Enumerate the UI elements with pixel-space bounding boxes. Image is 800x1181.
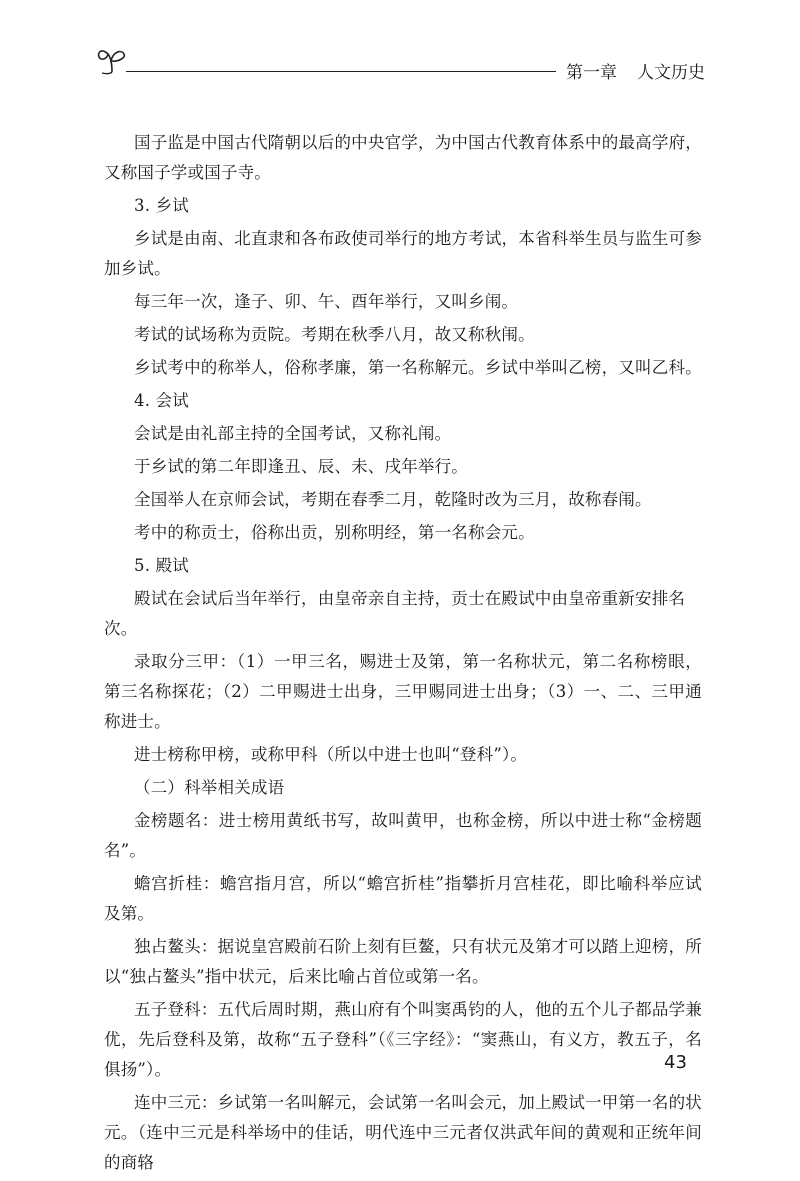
idiom-definition: 进士榜用黄纸书写，故叫黄甲，也称金榜，所以中进士称“金榜题名”。 <box>104 811 702 860</box>
paragraph: 国子监是中国古代隋朝以后的中央官学，为中国古代教育体系中的最高学府，又称国子学或国子寺。 <box>104 133 702 182</box>
chapter-title <box>566 58 705 83</box>
chapter-number: 第一章 <box>566 63 617 83</box>
idiom-entry <box>104 995 702 1085</box>
idiom-entry <box>104 869 702 929</box>
idiom-term: 五子登科： <box>134 1000 218 1019</box>
paragraph: 会试是由礼部主持的全国考试，又称礼闱。 <box>134 424 452 443</box>
page-body <box>104 128 702 1181</box>
idiom-definition: 据说皇宫殿前石阶上刻有巨鳌，只有状元及第才可以踏上迎榜，所以“独占鳌头”指中状元，后来比喻占首位或第一名。 <box>104 937 702 986</box>
paragraph: 乡试考中的称举人，俗称孝廉，第一名称解元。乡试中举叫乙榜，又叫乙科。 <box>134 358 702 377</box>
paragraph: 录取分三甲：（1）一甲三名，赐进士及第，第一名称状元，第二名称榜眼，第三名称探花；（2）二甲赐进士出身，三甲赐同进士出身；（3）一、二、三甲通称进士。 <box>104 652 702 731</box>
header-rule <box>126 71 556 72</box>
paragraph: 乡试是由南、北直隶和各布政使司举行的地方考试，本省科举生员与监生可参加乡试。 <box>104 229 702 278</box>
idiom-term: 蟾宫折桂： <box>134 874 220 893</box>
paragraph: 全国举人在京师会试，考期在春季二月，乾隆时改为三月，故称春闱。 <box>134 490 652 509</box>
idiom-term: 金榜题名： <box>134 811 219 830</box>
idiom-term: 连中三元： <box>134 1093 218 1112</box>
idiom-definition: 五代后周时期，燕山府有个叫窦禹钧的人，他的五个儿子都品学兼优，先后登科及第，故称“五子登科”（《三字经》：“窦燕山，有义方，教五子，名俱扬”）。 <box>104 1000 702 1079</box>
section-heading: 3. 乡试 <box>134 196 189 215</box>
idiom-entry <box>104 932 702 992</box>
section-heading: 5. 殿试 <box>134 556 189 575</box>
paragraph: 进士榜称甲榜，或称甲科（所以中进士也叫“登科”）。 <box>134 745 528 764</box>
idiom-term: 独占鳌头： <box>134 937 218 956</box>
page-number: 43 <box>664 1052 687 1073</box>
section-heading: 4. 会试 <box>134 391 189 410</box>
sprout-icon <box>96 46 130 76</box>
paragraph: 殿试在会试后当年举行，由皇帝亲自主持，贡士在殿试中由皇帝重新安排名次。 <box>104 589 686 638</box>
paragraph: 考中的称贡士，俗称出贡，别称明经，第一名称会元。 <box>134 523 535 542</box>
running-header <box>96 44 708 84</box>
paragraph: 每三年一次，逢子、卯、午、酉年举行，又叫乡闱。 <box>134 292 519 311</box>
idiom-entry <box>104 806 702 866</box>
idiom-definition: 蟾宫指月宫，所以“蟾宫折桂”指攀折月宫桂花，即比喻科举应试及第。 <box>104 874 703 923</box>
paragraph: 考试的试场称为贡院。考期在秋季八月，故又称秋闱。 <box>134 325 535 344</box>
idiom-definition: 乡试第一名叫解元，会试第一名叫会元，加上殿试一甲第一名的状元。（连中三元是科举场中的佳话，明代连中三元者仅洪武年间的黄观和正统年间的商辂 <box>104 1093 702 1172</box>
section-heading: （二）科举相关成语 <box>134 778 285 797</box>
paragraph: 于乡试的第二年即逢丑、辰、未、戌年举行。 <box>134 457 468 476</box>
idiom-entry <box>104 1088 702 1178</box>
chapter-name: 人文历史 <box>637 63 705 83</box>
